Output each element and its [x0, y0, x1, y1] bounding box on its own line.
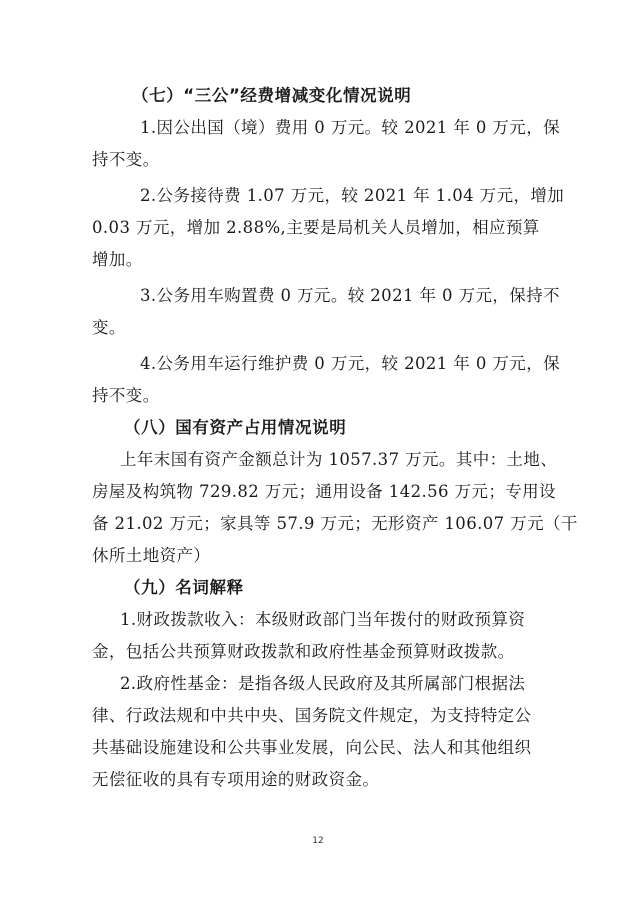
paragraph-line: 房屋及构筑物 729.82 万元；通用设备 142.56 万元；专用设	[92, 482, 556, 501]
page-number: 12	[312, 836, 324, 846]
document-body	[92, 80, 578, 796]
paragraph-line: 2.政府性基金：是指各级人民政府及其所属部门根据法	[120, 674, 526, 693]
paragraph-line: 持不变。	[92, 150, 160, 169]
paragraph-line: 休所土地资产）	[92, 546, 211, 565]
paragraph-line: 律、行政法规和中共中央、国务院文件规定，为支持特定公	[92, 706, 532, 725]
paragraph-line: 变。	[92, 318, 126, 337]
paragraph-line: 3.公务用车购置费 0 万元。较 2021 年 0 万元，保持不	[140, 286, 560, 305]
paragraph-line: 上年末国有资产金额总计为 1057.37 万元。其中：土地、	[120, 450, 558, 469]
section-8-heading: （八）国有资产占用情况说明	[124, 418, 347, 437]
paragraph-line: 0.03 万元，增加 2.88%,主要是局机关人员增加，相应预算	[92, 218, 540, 237]
section-7-heading: （七）“三公”经费增减变化情况说明	[132, 86, 412, 105]
paragraph-line: 备 21.02 万元；家具等 57.9 万元；无形资产 106.07 万元（干	[92, 514, 578, 533]
paragraph-line: 金，包括公共预算财政拨款和政府性基金预算财政拨款。	[92, 642, 515, 661]
paragraph-line: 共基础设施建设和公共事业发展，向公民、法人和其他组织	[92, 738, 532, 757]
paragraph-line: 1.因公出国（境）费用 0 万元。较 2021 年 0 万元，保	[140, 118, 560, 137]
paragraph-line: 无偿征收的具有专项用途的财政资金。	[92, 770, 380, 789]
paragraph-line: 持不变。	[92, 386, 160, 405]
section-9-heading: （九）名词解释	[124, 578, 244, 597]
paragraph-line: 1.财政拨款收入：本级财政部门当年拨付的财政预算资	[120, 610, 526, 629]
paragraph-line: 4.公务用车运行维护费 0 万元，较 2021 年 0 万元，保	[140, 354, 560, 373]
paragraph-line: 2.公务接待费 1.07 万元，较 2021 年 1.04 万元，增加	[140, 186, 565, 205]
paragraph-line: 增加。	[92, 250, 143, 269]
